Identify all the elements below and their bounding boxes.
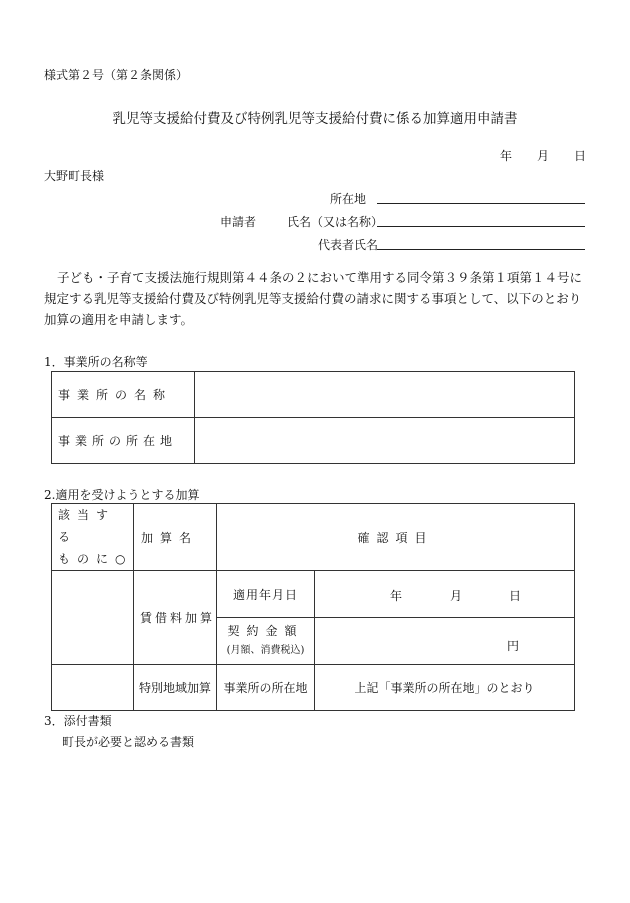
date-month-label: 月 <box>537 149 550 163</box>
page-title: 乳児等支援給付費及び特例乳児等支援給付費に係る加算適用申請書 <box>112 111 518 127</box>
apply-date-year: 年 <box>390 589 403 603</box>
special-location-value: 上記「事業所の所在地」のとおり <box>315 665 575 711</box>
rent-addition-label: 賃借料加算 <box>134 571 217 665</box>
contract-amount-field[interactable] <box>315 618 575 665</box>
address-label: 所在地 <box>330 192 367 206</box>
header-applicable-line1: 該当する <box>58 508 116 544</box>
apply-date-day: 日 <box>509 589 522 603</box>
header-confirm-items: 確認項目 <box>217 504 575 571</box>
addition-table <box>51 503 575 711</box>
facility-name-label: 事業所の名称 <box>52 372 195 418</box>
rent-applicable-cell[interactable] <box>52 571 134 665</box>
attachment-item: 町長が必要と認める書類 <box>62 735 195 749</box>
apply-date-month: 月 <box>450 589 463 603</box>
special-applicable-cell[interactable] <box>52 665 134 711</box>
special-addition-label: 特別地域加算 <box>134 665 217 711</box>
special-location-label: 事業所の所在地 <box>217 665 315 711</box>
name-field[interactable] <box>377 226 585 227</box>
section2-heading: 2.適用を受けようとする加算 <box>44 488 200 502</box>
name-label: 氏名（又は名称） <box>287 215 384 229</box>
header-applicable-line2: ものに○ <box>58 552 133 566</box>
contract-amount-unit: 円 <box>507 639 520 653</box>
facility-name-field[interactable] <box>195 372 575 418</box>
header-addition-name: 加算名 <box>134 504 217 571</box>
date-year-label: 年 <box>500 149 513 163</box>
facility-table <box>51 371 575 464</box>
contract-amount-label-cell <box>217 618 315 665</box>
contract-amount-label: 契約金額 <box>227 624 304 638</box>
contract-amount-note: (月額、消費税込) <box>226 645 305 656</box>
address-field[interactable] <box>377 203 585 204</box>
addressee: 大野町長様 <box>44 169 105 183</box>
applicant-label: 申請者 <box>220 215 257 229</box>
section1-heading: 1．事業所の名称等 <box>44 355 148 369</box>
apply-date-field[interactable] <box>315 571 575 618</box>
representative-field[interactable] <box>377 249 585 250</box>
form-number: 様式第２号（第２条関係） <box>44 68 189 82</box>
header-applicable <box>52 504 134 571</box>
facility-address-label: 事業所の所在地 <box>52 418 195 464</box>
body-paragraph: 子ども・子育て支援法施行規則第４４条の２において準用する同令第３９条第１項第１４号に規定する乳児等支援給付費及び特例乳児等支援給付費の請求に関する事項として、以下のとおり加算の適用を申請します。 <box>44 270 583 327</box>
apply-date-label: 適用年月日 <box>217 571 315 618</box>
section3-heading: 3．添付書類 <box>44 714 112 728</box>
representative-label: 代表者氏名 <box>318 238 379 252</box>
facility-address-field[interactable] <box>195 418 575 464</box>
date-day-label: 日 <box>574 149 587 163</box>
